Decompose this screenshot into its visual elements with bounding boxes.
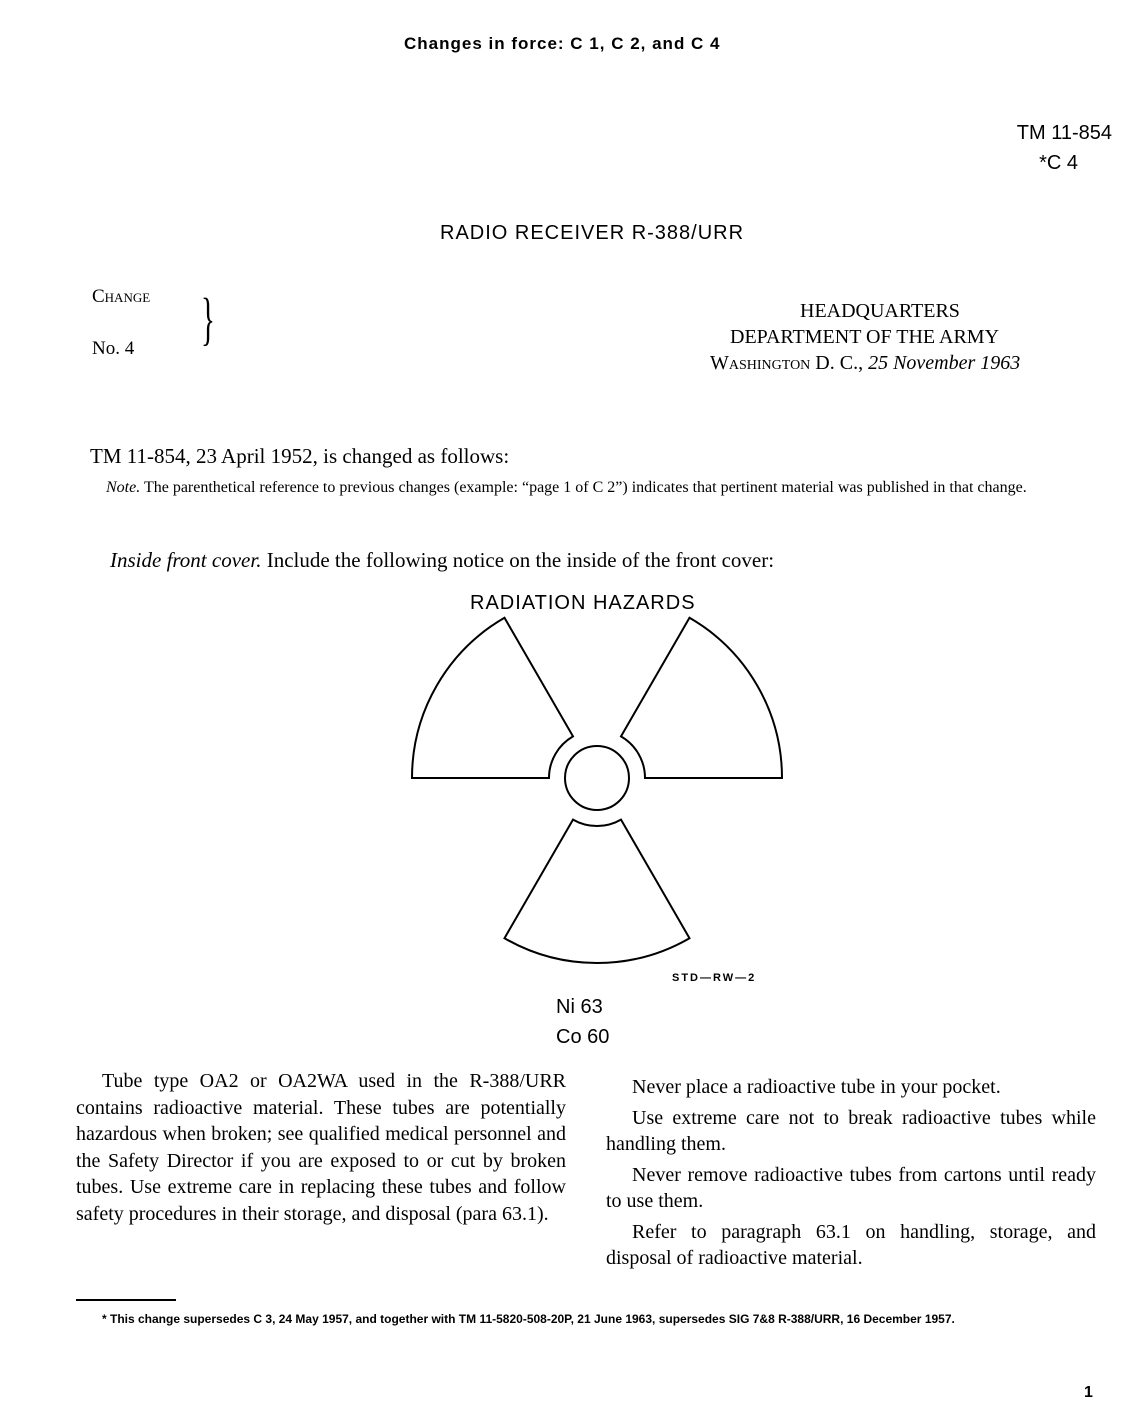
hq-city: Washington D. C.,: [710, 352, 864, 374]
isotope-2: Co 60: [556, 1026, 610, 1048]
document-title: RADIO RECEIVER R-388/URR: [440, 222, 745, 244]
trefoil-blade: [412, 618, 573, 778]
right-paragraph: Never remove radioactive tubes from cartons until ready to use them.: [606, 1163, 1096, 1212]
footnote-rule: [76, 1299, 176, 1301]
trefoil-center: [565, 746, 629, 810]
intro: TM 11-854, 23 April 1952, is changed as follows:: [90, 444, 510, 468]
change-number: No. 4: [92, 338, 135, 359]
left-paragraph: Tube type OA2 or OA2WA used in the R-388/URR contains radioactive material. These tubes are potentially hazardous when broken; see qualified medical personnel and the Safety Director if you are exposed to or cut by broken tubes. Use extreme care in replacing these tubes and follow safety procedures in their storage, and disposal (para 63.1).: [76, 1070, 566, 1225]
figure-code: STD—RW—2: [672, 972, 757, 984]
change-label: Change: [92, 286, 151, 307]
tm-number: TM 11-854: [1016, 122, 1112, 144]
hq-date: 25 November 1963: [868, 352, 1021, 374]
footnote: * This change supersedes C 3, 24 May 1957, and together with TM 11-5820-508-20P, 21 June 1963, supersedes SIG 7&8 R-388/URR, 16 December 1957.: [102, 1312, 955, 1326]
changes-in-force: Changes in force: C 1, C 2, and C 4: [404, 34, 721, 53]
brace: }: [200, 286, 215, 351]
right-paragraph: Refer to paragraph 63.1 on handling, storage, and disposal of radioactive material.: [606, 1220, 1096, 1269]
cover-text: Include the following notice on the inside of the front cover:: [266, 548, 775, 572]
hazard-title: RADIATION HAZARDS: [470, 592, 696, 614]
right-column: [606, 1074, 1096, 1276]
note-label: Note.: [106, 479, 141, 496]
right-paragraph: Never place a radioactive tube in your pocket.: [632, 1076, 1001, 1098]
trefoil-blade: [505, 820, 690, 963]
hq-line1: HEADQUARTERS: [800, 300, 960, 322]
page-number: 1: [1084, 1384, 1093, 1401]
cover-label: Inside front cover.: [110, 548, 262, 572]
right-paragraph: Use extreme care not to break radioactive tubes while handling them.: [606, 1106, 1096, 1155]
left-column: [76, 1068, 566, 1231]
hq-line2: DEPARTMENT OF THE ARMY: [730, 326, 1000, 348]
note-text: The parenthetical reference to previous changes (example: “page 1 of C 2”) indicates that pertinent material was published in that change.: [143, 479, 1027, 496]
trefoil-blade: [621, 618, 782, 778]
isotope-1: Ni 63: [556, 996, 603, 1018]
change-code: *C 4: [1039, 152, 1078, 174]
